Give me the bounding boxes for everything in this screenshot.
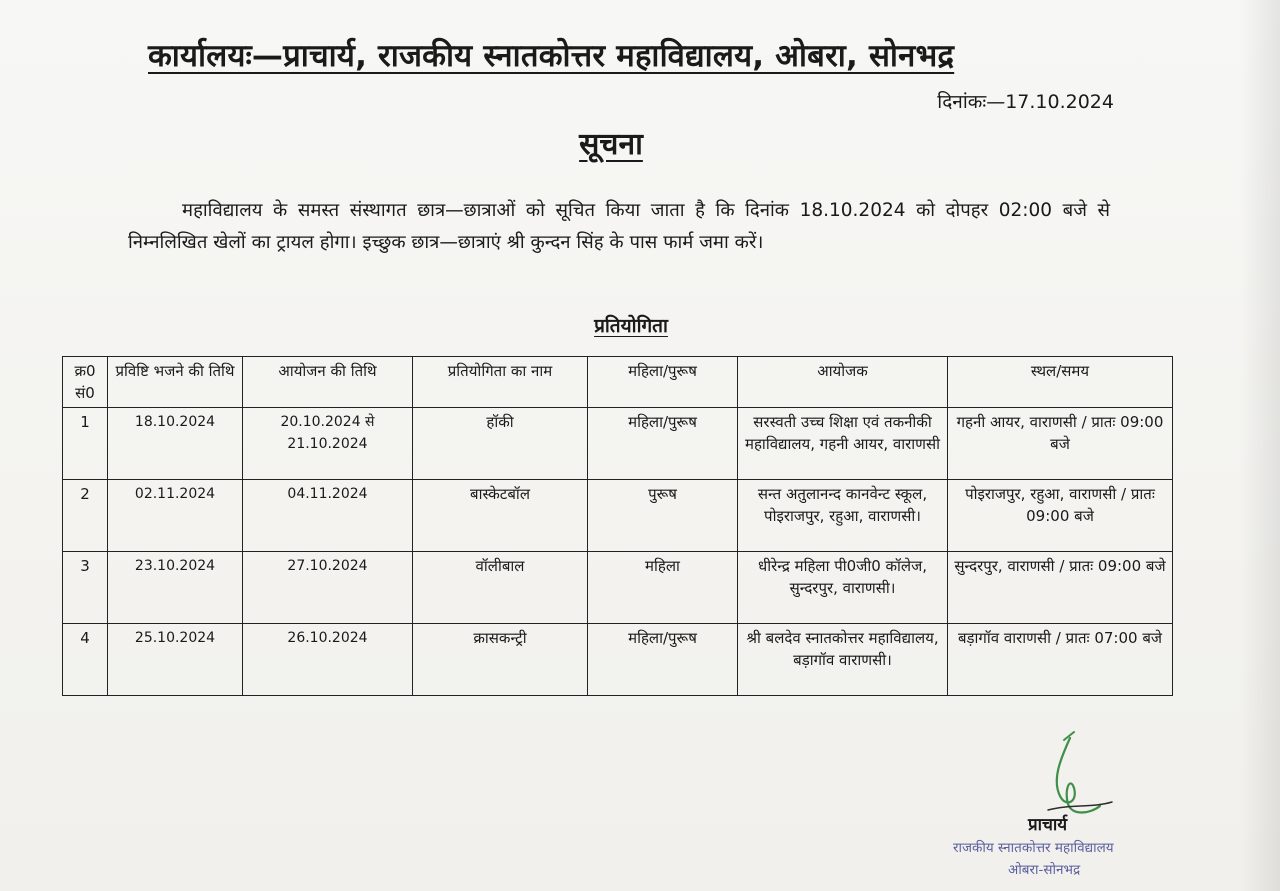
cell-entry-date: 18.10.2024 bbox=[108, 408, 243, 480]
cell-entry-date: 25.10.2024 bbox=[108, 624, 243, 696]
stamp-line-college: राजकीय स्नातकोत्तर महाविद्यालय bbox=[953, 840, 1114, 856]
competition-table bbox=[62, 356, 1173, 696]
cell-event-date: 04.11.2024 bbox=[243, 480, 413, 552]
cell-entry-date: 02.11.2024 bbox=[108, 480, 243, 552]
col-header-gender: महिला/पुरूष bbox=[588, 357, 738, 408]
cell-gender: महिला/पुरूष bbox=[588, 624, 738, 696]
notice-date: दिनांकः—17.10.2024 bbox=[937, 91, 1114, 113]
cell-event-date: 26.10.2024 bbox=[243, 624, 413, 696]
cell-competition: बास्केटबॉल bbox=[413, 480, 588, 552]
cell-venue-time: सुन्दरपुर, वाराणसी / प्रातः 09:00 बजे bbox=[948, 552, 1173, 624]
principal-designation: प्राचार्य bbox=[1028, 815, 1068, 835]
table-row bbox=[63, 624, 1173, 696]
cell-serial: 3 bbox=[63, 552, 108, 624]
cell-serial: 2 bbox=[63, 480, 108, 552]
cell-organizer: धीरेन्द्र महिला पी0जी0 कॉलेज, सुन्दरपुर, वाराणसी। bbox=[738, 552, 948, 624]
col-header-entry-date: प्रविष्टि भजने की तिथि bbox=[108, 357, 243, 408]
cell-entry-date: 23.10.2024 bbox=[108, 552, 243, 624]
col-header-organizer: आयोजक bbox=[738, 357, 948, 408]
cell-competition: हॉकी bbox=[413, 408, 588, 480]
cell-organizer: सन्त अतुलानन्द कानवेन्ट स्कूल, पोइराजपुर, रहुआ, वाराणसी। bbox=[738, 480, 948, 552]
table-row bbox=[63, 552, 1173, 624]
signature-stroke bbox=[1057, 738, 1100, 813]
col-header-event-date: आयोजन की तिथि bbox=[243, 357, 413, 408]
cell-venue-time: गहनी आयर, वाराणसी / प्रातः 09:00 बजे bbox=[948, 408, 1173, 480]
competition-heading: प्रतियोगिता bbox=[594, 315, 668, 337]
cell-venue-time: बड़ागॉव वाराणसी / प्रातः 07:00 बजे bbox=[948, 624, 1173, 696]
table-row bbox=[63, 408, 1173, 480]
col-header-venue-time: स्थल/समय bbox=[948, 357, 1173, 408]
cell-gender: महिला bbox=[588, 552, 738, 624]
page-edge-shadow bbox=[1240, 0, 1280, 891]
signature-underline bbox=[1048, 802, 1112, 810]
signature-mark bbox=[1030, 730, 1120, 822]
cell-serial: 1 bbox=[63, 408, 108, 480]
table-header-row bbox=[63, 357, 1173, 408]
stamp-line-place: ओबरा-सोनभद्र bbox=[1008, 862, 1081, 878]
cell-venue-time: पोइराजपुर, रहुआ, वाराणसी / प्रातः 09:00 बजे bbox=[948, 480, 1173, 552]
col-header-competition: प्रतियोगिता का नाम bbox=[413, 357, 588, 408]
cell-event-date: 27.10.2024 bbox=[243, 552, 413, 624]
cell-gender: पुरूष bbox=[588, 480, 738, 552]
cell-organizer: श्री बलदेव स्नातकोत्तर महाविद्यालय, बड़ागॉव वाराणसी। bbox=[738, 624, 948, 696]
notice-body: महाविद्यालय के समस्त संस्थागत छात्र—छात्राओं को सूचित किया जाता है कि दिनांक 18.10.2024 को दोपहर 02:00 बजे से निम्नलिखित खेलों का ट्रायल होगा। इच्छुक छात्र—छात्राएं श्री कुन्दन सिंह के पास फार्म जमा करें। bbox=[128, 200, 1110, 253]
cell-event-date: 20.10.2024 से 21.10.2024 bbox=[243, 408, 413, 480]
cell-organizer: सरस्वती उच्च शिक्षा एवं तकनीकी महाविद्यालय, गहनी आयर, वाराणसी bbox=[738, 408, 948, 480]
notice-title: सूचना bbox=[579, 127, 643, 162]
table-row bbox=[63, 480, 1173, 552]
cell-competition: वॉलीबाल bbox=[413, 552, 588, 624]
cell-competition: क्रासकन्ट्री bbox=[413, 624, 588, 696]
col-header-serial: क्र0 सं0 bbox=[63, 357, 108, 408]
cell-gender: महिला/पुरूष bbox=[588, 408, 738, 480]
cell-serial: 4 bbox=[63, 624, 108, 696]
office-header: कार्यालयः—प्राचार्य, राजकीय स्नातकोत्तर महाविद्यालय, ओबरा, सोनभद्र bbox=[148, 38, 955, 74]
